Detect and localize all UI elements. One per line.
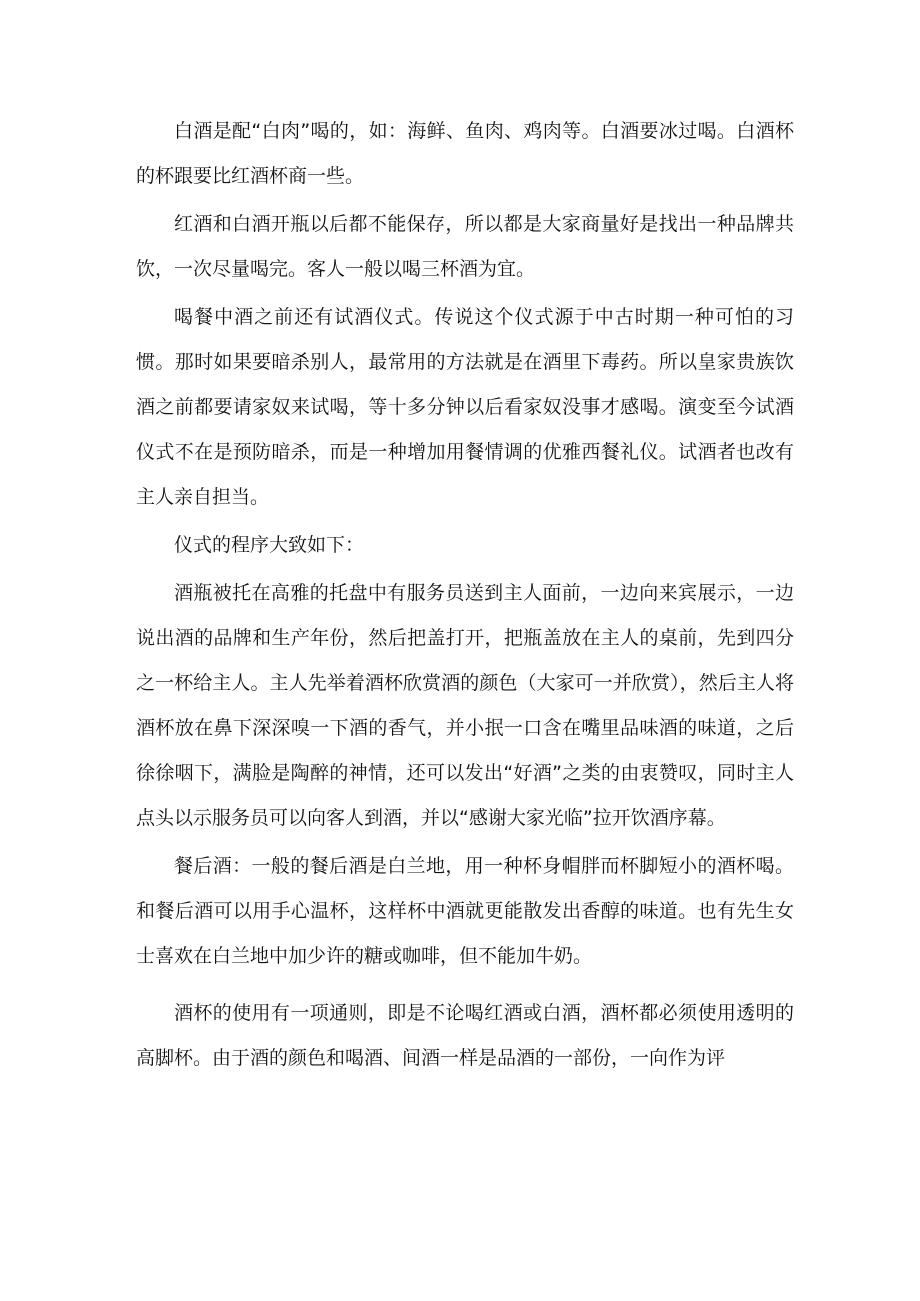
paragraph-ritual-procedure-intro: 仪式的程序大致如下： (174, 534, 365, 556)
paragraph-opened-bottle: 红酒和白酒开瓶以后都不能保存，所以都是大家商量好是找出一种品牌共饮，一次尽量喝完。客人一般以喝三杯酒为宜。 (136, 213, 794, 280)
paragraph-glass-rule: 酒杯的使用有一项通则，即是不论喝红酒或白酒，酒杯都必须使用透明的高脚杯。由于酒的颜色和喝酒、间酒一样是品酒的一部份，一向作为评 (136, 1002, 794, 1069)
paragraph-tasting-ritual: 喝餐中酒之前还有试酒仪式。传说这个仪式源于中古时期一种可怕的习惯。那时如果要暗杀别人，最常用的方法就是在酒里下毒药。所以皇家贵族饮酒之前都要请家奴来试喝，等十多分钟以后看家奴没事才感喝。演变至今试酒仪式不在是预防暗杀，而是一种增加用餐情调的优雅西餐礼仪。试酒者也改有主人亲自担当。 (136, 306, 794, 508)
paragraph-after-dinner-drink: 餐后酒：一般的餐后酒是白兰地，用一种杯身帽胖而杯脚短小的酒杯喝。和餐后酒可以用手心温杯，这样杯中酒就更能散发出香醇的味道。也有先生女士喜欢在白兰地中加少许的糖或咖啡，但不能加牛奶。 (136, 855, 794, 967)
paragraph-ritual-steps: 酒瓶被托在高雅的托盘中有服务员送到主人面前，一边向来宾展示，一边说出酒的品牌和生产年份，然后把盖打开，把瓶盖放在主人的桌前，先到四分之一杯给主人。主人先举着酒杯欣赏酒的颜色（大家可一并欣赏），然后主人将酒杯放在鼻下深深嗅一下酒的香气，并小抿一口含在嘴里品味酒的味道，之后徐徐咽下，满脸是陶醉的神情，还可以发出“好酒”之类的由衷赞叹，同时主人点头以示服务员可以向客人到酒，并以“感谢大家光临”拉开饮酒序幕。 (136, 582, 794, 829)
paragraph-white-wine: 白酒是配“白肉”喝的，如：海鲜、鱼肉、鸡肉等。白酒要冰过喝。白酒杯的杯跟要比红酒杯商一些。 (136, 120, 794, 187)
document-body (136, 109, 794, 1084)
